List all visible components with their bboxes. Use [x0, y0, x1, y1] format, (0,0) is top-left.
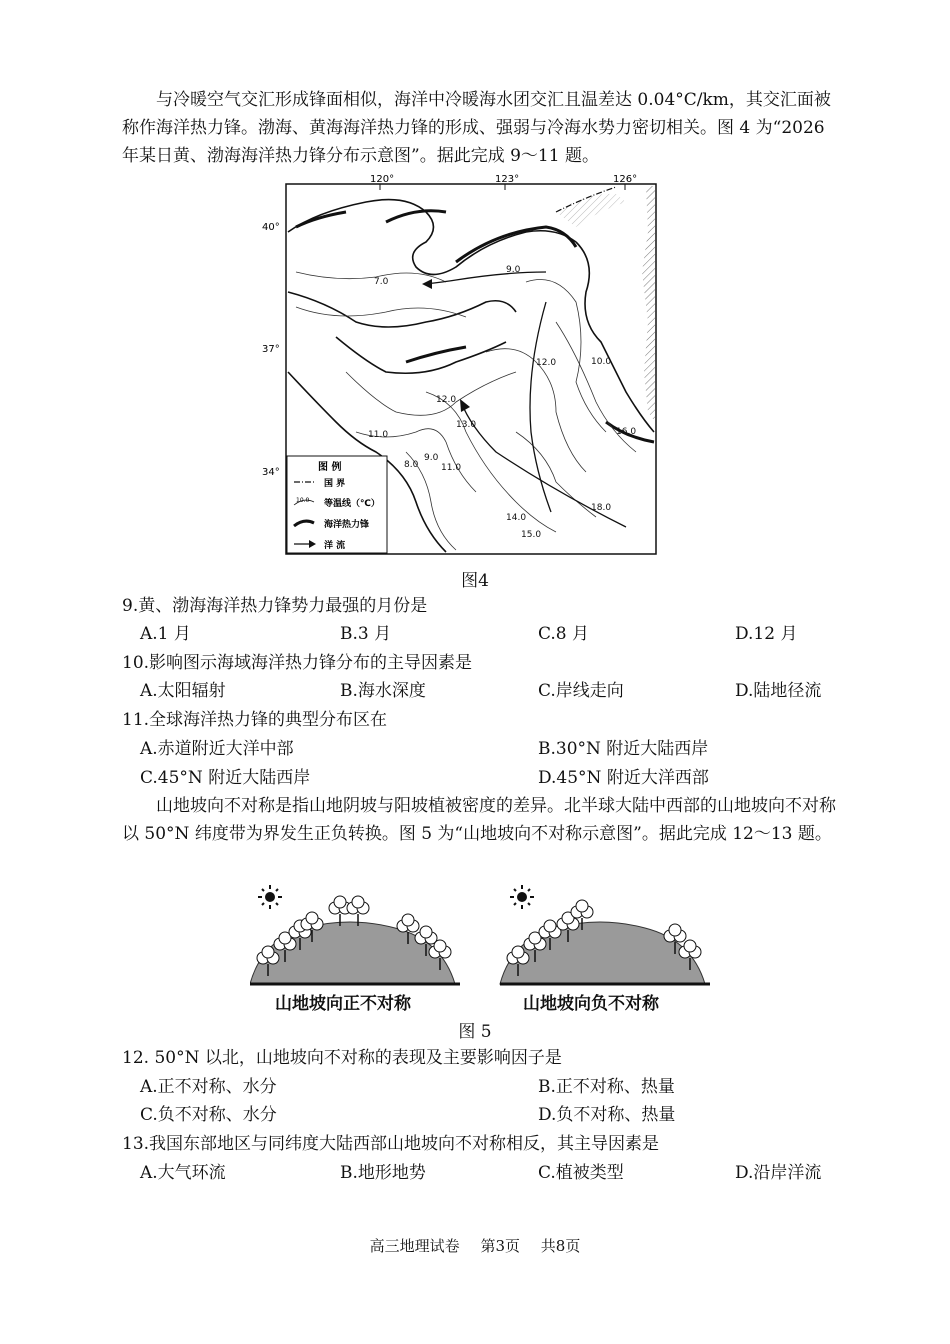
- intro-paragraph-2: [122, 792, 838, 848]
- q13-option-a: A.大气环流: [140, 1163, 226, 1183]
- lat-label-40: 40°: [262, 222, 280, 233]
- isotherm-label: 11.0: [368, 430, 389, 440]
- isotherm-label: 8.0: [404, 460, 419, 470]
- isotherm-label: 9.0: [506, 265, 521, 275]
- question-10-stem: 10.影响图示海域海洋热力锋分布的主导因素是: [122, 653, 473, 673]
- question-13-stem: 13.我国东部地区与同纬度大陆西部山地坡向不对称相反，其主导因素是: [122, 1134, 660, 1154]
- legend-item-isotherm: 等温线（℃）: [324, 499, 380, 509]
- intro-text-2: 山地坡向不对称是指山地阴坡与阳坡植被密度的差异。北半球大陆中西部的山地坡向不对称以 50°N 纬度带为界发生正负转换。图 5 为“山地坡向不对称示意图”。据此完成 12～13 题。: [122, 796, 836, 844]
- q12-option-a: A.正不对称、水分: [140, 1077, 277, 1097]
- legend-item-border: 国 界: [324, 479, 346, 489]
- figure-5-diagram: [250, 880, 710, 988]
- q10-option-b: B.海水深度: [340, 681, 426, 701]
- isotherm-label: 12.0: [536, 358, 557, 368]
- isotherm-label: 16.0: [616, 427, 637, 437]
- isotherm-label: 12.0: [436, 395, 457, 405]
- footer-page: 第3页: [480, 1237, 520, 1255]
- q9-option-d: D.12 月: [735, 624, 798, 644]
- isotherm-label: 11.0: [441, 463, 462, 473]
- q11-option-c: C.45°N 附近大陆西岸: [140, 768, 311, 788]
- sun-icon: [510, 885, 534, 909]
- fig5-left-label: 山地坡向正不对称: [275, 994, 411, 1014]
- q11-option-b: B.30°N 附近大陆西岸: [538, 739, 709, 759]
- isotherm-label: 18.0: [591, 503, 612, 513]
- q13-option-c: C.植被类型: [538, 1163, 624, 1183]
- isotherm-label: 7.0: [374, 277, 389, 287]
- q11-option-d: D.45°N 附近大洋西部: [538, 768, 709, 788]
- lon-label-120: 120°: [370, 174, 395, 185]
- question-9-stem: 9.黄、渤海海洋热力锋势力最强的月份是: [122, 596, 428, 616]
- legend-item-current: 洋 流: [324, 541, 346, 551]
- isotherm-label: 14.0: [506, 513, 527, 523]
- footer-total: 共8页: [540, 1237, 581, 1255]
- q12-option-c: C.负不对称、水分: [140, 1105, 277, 1125]
- fig5-right-label: 山地坡向负不对称: [523, 994, 659, 1014]
- sun-icon: [258, 885, 282, 909]
- page-footer: [0, 1235, 950, 1256]
- isotherm-label: 9.0: [424, 453, 439, 463]
- question-12-stem: 12. 50°N 以北，山地坡向不对称的表现及主要影响因子是: [122, 1048, 562, 1068]
- q12-option-d: D.负不对称、热量: [538, 1105, 676, 1125]
- figure-5-caption: 图 5: [458, 1022, 492, 1042]
- lon-label-126: 126°: [613, 174, 638, 185]
- q9-option-a: A.1 月: [140, 624, 191, 644]
- intro-text-1: 与冷暖空气交汇形成锋面相似，海洋中冷暖海水团交汇且温差达 0.04°C/km，其交汇面被称作海洋热力锋。渤海、黄海海洋热力锋的形成、强弱与冷海水势力密切相关。图 4 为“2026 年某日黄、渤海海洋热力锋分布示意图”。据此完成 9～11 题。: [122, 90, 831, 166]
- footer-title: 高三地理试卷: [369, 1237, 460, 1255]
- q10-option-c: C.岸线走向: [538, 681, 624, 701]
- lon-label-123: 123°: [495, 174, 520, 185]
- intro-paragraph-1: [122, 86, 838, 170]
- isotherm-label: 13.0: [456, 420, 477, 430]
- question-11-stem: 11.全球海洋热力锋的典型分布区在: [122, 710, 388, 730]
- legend-item-front: 海洋热力锋: [324, 520, 370, 530]
- isotherm-label: 15.0: [521, 530, 542, 540]
- figure-4-map: [256, 172, 668, 564]
- q13-option-b: B.地形地势: [340, 1163, 426, 1183]
- lat-label-34: 34°: [262, 467, 280, 478]
- lat-label-37: 37°: [262, 344, 280, 355]
- legend-sample-value: 10.0: [296, 497, 310, 504]
- legend-title: 图 例: [318, 462, 342, 473]
- figure-4-caption: 图4: [461, 571, 489, 591]
- q9-option-c: C.8 月: [538, 624, 590, 644]
- q10-option-d: D.陆地径流: [735, 681, 822, 701]
- isotherm-label: 10.0: [591, 357, 612, 367]
- q9-option-b: B.3 月: [340, 624, 392, 644]
- q13-option-d: D.沿岸洋流: [735, 1163, 822, 1183]
- q10-option-a: A.太阳辐射: [140, 681, 226, 701]
- q11-option-a: A.赤道附近大洋中部: [140, 739, 294, 759]
- q12-option-b: B.正不对称、热量: [538, 1077, 675, 1097]
